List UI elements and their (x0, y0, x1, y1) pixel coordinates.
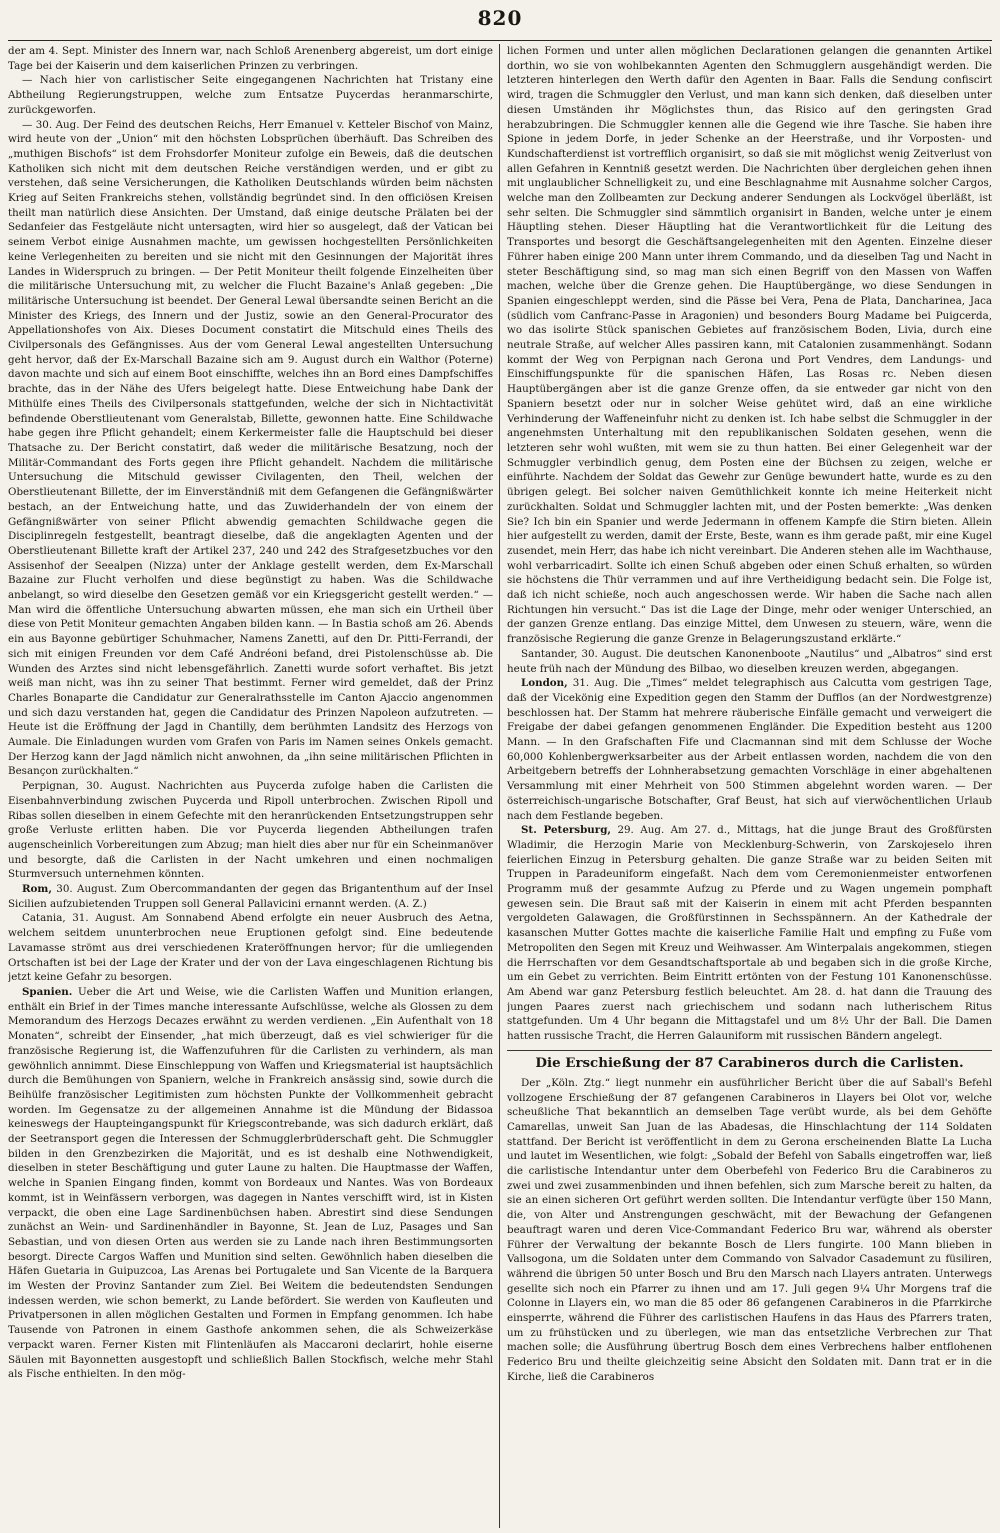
article-paragraph-rom: Rom, 30. August. Zum Obercommandanten der gegen das Brigantenthum auf der Insel Sicilien aufzubietenden Truppen soll General Pallavicini ernannt werden. (A. Z.) (8, 883, 493, 910)
right-column (507, 44, 992, 1528)
dateline-lead: London, (521, 677, 568, 690)
article-paragraph: lichen Formen und unter allen möglichen Declarationen gelangen die genannten Artikel dorthin, wo sie von wohlbekannten Agenten den Schmugglern ausgehändigt werden. Die letzteren hinterlegen den Werth dafür den Agenten in Baar. Falls die Sendung confiscirt wird, tragen die Schmuggler den Verlust, und man kann sich denken, daß dieselben unter diesen Umständen ihr Möglichstes thun, das Risico auf den geringsten Grad herabzubringen. Die Schmuggler kennen alle die Gegend wie ihre Tasche. Sie haben ihre Spione in jedem Dorfe, in jeder Schenke an der Heerstraße, und ihr Vorposten- und Kundschafterdienst ist vortrefflich organisirt, so daß sie mit möglichst wenig Zeitverlust von allen Gefahren in Kenntniß gesetzt werden. Die Nachrichten über dergleichen gehen ihnen mit unglaublicher Schnelligkeit zu, und eine Beschlagnahme mit Ausnahme solcher Cargos, welche man den Zollbeamten zur Deckung anderer Sendungen als Lockvögel überläßt, ist sehr selten. Die Schmuggler sind sämmtlich organisirt in Banden, welche unter je einem Häuptling stehen. Dieser Häuptling hat die Verantwortlichkeit für die Leitung des Transportes und besorgt die Geschäftsangelegenheiten mit den Agenten. Einzelne dieser Führer haben einige 200 Mann unter ihrem Commando, und da dieselben Tag und Nacht in steter Beschäftigung sind, so mag man sich einen Begriff von den Massen von Waffen machen, welche über die Grenze gehen. Die Hauptübergänge, wo diese Sendungen in Spanien eingeschleppt werden, sind die Pässe bei Vera, Pena de Plata, Dancharinea, Jaca (südlich vom Canfranc-Passe in Aragonien) und besonders Bourg Madame bei Puigcerda, wo das isolirte Stück spanischen Gebietes auf französischem Boden, Livia, durch eine neutrale Straße, auf welcher Alles passiren kann, mit Catalonien zusammenhängt. Sodann kommt der Weg von Perpignan nach Gerona und Port Vendres, dem Landungs- und Einschiffungspunkte für die spanischen Häfen, Las Rosas rc. Neben diesen Hauptübergängen aber ist die ganze Grenze offen, da sie entweder gar nicht von den Spaniern besetzt oder nur in solcher Weise gehütet wird, daß an eine wirkliche Verhinderung der Waffeneinfuhr nicht zu denken ist. Ich habe selbst die Schmuggler in der angenehmsten Unterhaltung mit den republikanischen Soldaten gesehen, wenn die letzteren sehr wohl wußten, mit wem sie zu thun hatten. Bei einer Gelegenheit war der Schmuggler verbindlich genug, dem Posten eine der Büchsen zu zeigen, welche er einführte. Nachdem der Soldat das Gewehr zur Genüge bewundert hatte, wurde es zu den übrigen gelegt. Bei solcher naiven Gemüthlichkeit konnte ich meine Heiterkeit nicht zurückhalten. Soldat und Schmuggler lachten mit, und der Posten bemerkte: „Was denken Sie? Ich bin ein Spanier und werde Jedermann in offenem Kampfe die Stirn bieten. Allein hier aufgestellt zu werden, damit der Erste, Beste, wann es ihm gerade paßt, mir eine Kugel zusendet, mein Herr, das habe ich nicht vereinbart. Die Anderen stehen alle im Wachthause, wohl verbarricadirt. Sollte ich einen Schuß abgeben oder einen Schuß erhalten, so würden sie höchstens die Thür verrammen und auf ihre Vertheidigung bedacht sein. Die Folge ist, daß ich nicht schieße, noch auch angeschossen werde. Wir haben die Sache nach allen Richtungen hin versucht.“ Das ist die Lage der Dinge, mehr oder weniger Unterschied, an der ganzen Grenze entlang. Das einzige Mittel, dem Unwesen zu steuern, wäre, wenn die französische Regierung die ganze Grenze in Belagerungszustand erklärte.“ (507, 45, 992, 646)
dateline-lead: St. Petersburg, (521, 824, 611, 837)
article-paragraph-london: London, 31. Aug. Die „Times“ meldet telegraphisch aus Calcutta vom gestrigen Tage, daß der Vicekönig eine Expedition gegen den Stamm der Dufflos (an der Nordwestgrenze) beschlossen hat. Der Stamm hat mehrere räuberische Einfälle gemacht und verweigert die Freigabe der dabei gefangen genommenen Engländer. Die Expedition besteht aus 1200 Mann. — In den Grafschaften Fife und Clacmannan sind mit dem Schlusse der Woche 60,000 Kohlenbergwerksarbeiter aus der Arbeit entlassen worden, nachdem die von den Arbeitgebern betreffs der Lohnherabsetzung gemachten Vorschläge in einer abgehaltenen Versammlung mit einer Mehrheit von 500 Stimmen abgelehnt worden waren. — Der österreichisch-ungarische Botschafter, Graf Beust, hat sich auf vierwöchentlichen Urlaub nach dem Festlande begeben. (507, 677, 992, 822)
article-paragraph-catania: Catania, 31. August. Am Sonnabend Abend erfolgte ein neuer Ausbruch des Aetna, welchem seitdem ununterbrochen neue Eruptionen gefolgt sind. Eine bedeutende Lavamasse strömt aus drei verschiedenen Krateröffnungen hervor; für die umliegenden Ortschaften ist bei der Lage der Krater und der von der Lava eingeschlagenen Richtung bis jetzt keine Gefahr zu besorgen. (8, 912, 493, 984)
header-rule (8, 40, 992, 41)
article-paragraph-spanien: Spanien. Ueber die Art und Weise, wie die Carlisten Waffen und Munition erlangen, enthält ein Brief in der Times manche interessante Aufschlüsse, welche als Glossen zu dem Memorandum des Herzogs Decazes erwähnt zu werden verdienen. „Ein Aufenthalt von 18 Monaten“, schreibt der Einsender, „hat mich überzeugt, daß es viel schwieriger für die französische Regierung ist, die Waffenzufuhren für die Carlisten zu verhindern, als man gewöhnlich annimmt. Diese Einschleppung von Waffen und Kriegsmaterial ist hauptsächlich durch die Bemühungen von Spaniern, welche in Frankreich ansässig sind, sowie durch die Beihülfe französischer Legitimisten zum höchsten Punkte der Vollkommenheit gebracht worden. Im Gegensatze zu der allgemeinen Annahme ist die Mündung der Bidassoa keineswegs der Haupteingangspunkt für Kriegscontrebande, was sich dadurch erklärt, daß der Seetransport gegen die Interessen der Schmugglerbrüderschaft geht. Die Schmuggler bilden in den Grenzbezirken die Majorität, und es ist deshalb eine Nothwendigkeit, dieselben in steter Beschäftigung und guter Laune zu halten. Die Hauptmasse der Waffen, welche in Spanien Eingang finden, kommt von Bordeaux und Nantes. Was von Bordeaux kommt, ist in Weinfässern verborgen, was dagegen in Nantes verschifft wird, ist in Kisten verpackt, die oben eine Lage Sardinenbüchsen haben. Abrestirt sind diese Sendungen zunächst an Wein- und Sardinenhändler in Bayonne, St. Jean de Luz, Pasages und San Sebastian, und von diesen Orten aus werden sie zu Lande nach ihren Bestimmungsorten besorgt. Directe Cargos Waffen und Munition sind selten. Gewöhnlich haben dieselben die Häfen Guetaria in Guipuzcoa, Las Arenas bei Portugalete und San Vicente de la Barquera im Westen der Provinz Santander zum Ziel. Bei Weitem die bedeutendsten Sendungen indessen werden, wie schon bemerkt, zu Lande befördert. Sie werden von Kaufleuten und Privatpersonen in allen möglichen Gestalten und Formen in Empfang genommen. Ich habe Tausende von Patronen in einem Gasthofe ankommen sehen, die als Schweizerkäse verpackt waren. Ferner Kisten mit Flintenläufen als Maccaroni declarirt, hohle eiserne Säulen mit Bayonnetten ausgestopft und schließlich Ballen Stockfisch, welche mehr Stahl als Fische enthielten. In den mög- (8, 986, 493, 1381)
article-paragraph: der am 4. Sept. Minister des Innern war, nach Schloß Arenenberg abgereist, um dort einige Tage bei der Kaiserin und dem kaiserlichen Prinzen zu verbringen. (8, 45, 493, 72)
left-column (8, 44, 493, 1528)
page-number: 820 (477, 6, 523, 30)
article-paragraph-santander: Santander, 30. August. Die deutschen Kanonenboote „Nautilus“ und „Albatros“ sind erst heute früh nach der Mündung des Bilbao, wo dieselben kreuzen werden, abgegangen. (507, 647, 992, 675)
column-divider (499, 44, 500, 1528)
section-heading: Die Erschießung der 87 Carabineros durch die Carlisten. (507, 1050, 992, 1072)
dateline-lead: Spanien. (22, 986, 73, 998)
article-paragraph-carabineros: Der „Köln. Ztg.“ liegt nunmehr ein ausführlicher Bericht über die auf Saball's Befehl vollzogene Erschießung der 87 gefangenen Carabineros in Llayers bei Olot vor, welche scheußliche That bekanntlich an demselben Tage verübt wurde, als bei dem Gehöfte Camarellas, unweit San Juan de las Abadesas, die Hinschlachtung der 114 Soldaten stattfand. Der Bericht ist veröffentlicht in dem zu Gerona erscheinenden Blatte La Lucha und lautet im Wesentlichen, wie folgt: „Sobald der Befehl von Saballs eingetroffen war, ließ die carlistische Intendantur unter dem Oberbefehl von Federico Bru die Carabineros zu zwei und zwei zusammenbinden und ihnen befehlen, sich zum Marsche bereit zu halten, da sie an einen sicheren Ort geführt werden sollten. Die Intendantur verfügte über 150 Mann, die, von Alter und Anstrengungen geschwächt, mit der Bewachung der Gefangenen beauftragt waren und deren Vice-Commandant Federico Bru war, während als oberster Führer der Verwaltung der bekannte Bosch de Llers fungirte. 100 Mann blieben in Vallsogona, um die Soldaten unter dem Commando von Salvador Casademunt zu füsiliren, während die übrigen 50 unter Bosch und Bru den Marsch nach Llayers antraten. Unterwegs gesellte sich noch ein Pfarrer zu ihnen und am 17. Juli gegen 9¼ Uhr Morgens traf die Colonne in Llayers ein, wo man die 85 oder 86 gefangenen Carabineros in die Pfarrkirche einsperrte, während die Führer des carlistischen Haufens in das Haus des Pfarrers traten, um zu frühstücken und zu überlegen, wie man das entsetzliche Verbrechen zur That machen solle; die Ausführung übertrug Bosch dem eines Verbrechens halber entflohenen Federico Bru und theilte gleichzeitig seine Absicht den Soldaten mit. Dann trat er in die Kirche, ließ die Carabineros (507, 1076, 992, 1383)
article-paragraph: — 30. Aug. Der Feind des deutschen Reichs, Herr Emanuel v. Ketteler Bischof von Mainz, wird heute von der „Union“ mit den höchsten Lobsprüchen überhäuft. Das Schreiben des „muthigen Bischofs“ ist dem Frohsdorfer Moniteur zufolge ein Beweis, daß die deutschen Katholiken sich nicht mit dem deutschen Reiche verständigen werden, und er gibt zu verstehen, daß seine Versicherungen, die Katholiken Deutschlands würden beim nächsten Krieg auf Seiten Frankreichs stehen, vollständig begründet sind. In den officiösen Kreisen theilt man natürlich diese Ansichten. Der Umstand, daß einige deutsche Prälaten bei der Sedanfeier das Festgeläute nicht untersagten, wird hier so ausgelegt, daß der Vatican bei seinem Verbot einige Ausnahmen machte, um gewissen hochgestellten Persönlichkeiten keine Verlegenheiten zu bereiten und sie nicht mit den Gesinnungen der Majorität ihres Landes in Widerspruch zu bringen. — Der Petit Moniteur theilt folgende Einzelheiten über die militärische Untersuchung mit, zu welcher die Flucht Bazaine's Anlaß gegeben: „Die militärische Untersuchung ist beendet. Der General Lewal übersandte seinen Bericht an die Minister des Kriegs, des Innern und der Justiz, sowie an den General-Procurator des Appellationshofes von Aix. Dieses Document constatirt die Mitschuld eines Theils des Civilpersonals des Gefängnisses. Aus der vom General Lewal angestellten Untersuchung geht hervor, daß der Ex-Marschall Bazaine sich am 9. August durch ein Walthor (Poterne) davon machte und sich auf einem Boot einschiffte, welches ihn an Bord eines Dampfschiffes brachte, das in der Nähe des Ufers beigelegt hatte. Diese Entweichung habe Dank der Mithülfe eines Theils des Civilpersonals stattgefunden, welche der sich in Nichtactivität befindende Oberstlieutenant vom Generalstab, Billette, gewonnen hatte. Eine Schildwache habe gegen ihre Pflicht gehandelt; einem Kerkermeister falle die Hauptschuld bei dieser Thatsache zu. Der Bericht constatirt, daß weder die militärische Besatzung, noch der Militär-Commandant des Forts gegen ihre Pflicht gehandelt. Nachdem die militärische Untersuchung die Mitschuld gewisser Civilagenten, den Theil, welchen der Oberstlieutenant Billette, der im Einverständniß mit dem Gefangenen die Gefängnißwärter bestach, an der Entweichung hatte, und das Zuwiderhandeln der von einem der Gefängnißwärter von seiner Pflicht abwendig gemachten Schildwache gegen die Disciplinregeln festgestellt, beantragt dieselbe, daß die angeklagten Agenten und der Oberstlieutenant Billette kraft der Artikel 237, 240 und 242 des Strafgesetzbuches vor den Assisenhof der Seealpen (Nizza) unter der Anklage gestellt werden, dem Ex-Marschall Bazaine zur Flucht verholfen und diese begünstigt zu haben. Was die Schildwache anbelangt, so wird dieselbe den Gesetzen gemäß vor ein Kriegsgericht gestellt werden.“ — Man wird die öffentliche Untersuchung abwarten müssen, ehe man sich ein Urtheil über diese von Petit Moniteur gemachten Angaben bilden kann. — In Bastia schoß am 26. Abends ein aus Bayonne gebürtiger Schuhmacher, Namens Zanetti, auf den Dr. Pitti-Ferrandi, der sich mit einigen Freunden vor dem Café Andréoni befand, drei Pistolenschüsse ab. Die Wunden des Arztes sind nicht lebensgefährlich. Zanetti wurde sofort verhaftet. Bis jetzt weiß man nicht, was ihn zu seiner That bestimmt. Ferner wird gemeldet, daß der Prinz Charles Bonaparte die Candidatur zur Generalrathsstelle im Canton Ajaccio angenommen und sich dazu verstanden hat, gegen die Candidatur des Prinzen Napoleon aufzutreten. — Heute ist die Eröffnung der Jagd in Chantilly, dem berühmten Landsitz des Herzogs von Aumale. Die Einladungen wurden vom Grafen von Paris im Namen seines Onkels gemacht. Der Herzog kann der Jagd nämlich nicht anwohnen, da „ihn seine militärischen Pflichten in Besançon zurückhalten.“ (8, 118, 493, 778)
article-paragraph: — Nach hier von carlistischer Seite eingegangenen Nachrichten hat Tristany eine Abtheilung Regierungstruppen, welche zum Entsatze Puycerdas heranmarschirte, zurückgeworfen. (8, 74, 493, 116)
dateline-lead: Rom, (22, 883, 52, 896)
article-paragraph: Perpignan, 30. August. Nachrichten aus Puycerda zufolge haben die Carlisten die Eisenbahnverbindung zwischen Puycerda und Ripoll unterbrochen. Zwischen Ripoll und Ribas sollen dieselben in einem Gefechte mit den heranrückenden Entsetzungstruppen sehr große Verluste erlitten haben. Die vor Puycerda liegenden Abtheilungen trafen augenscheinlich Vorbereitungen zum Abzug; man hielt dies aber nur für ein Scheinmanöver und besorgte, daß die Carlisten in der Nacht umkehren und einen nochmaligen Sturmversuch unternehmen könnten. (8, 780, 493, 881)
article-paragraph-petersburg: St. Petersburg, 29. Aug. Am 27. d., Mittags, hat die junge Braut des Großfürsten Wladimir, die Herzogin Marie von Mecklenburg-Schwerin, von Zarskojeselo ihren feierlichen Einzug in Petersburg gehalten. Die ganze Straße war zu beiden Seiten mit Truppen in Paradeuniform eingefaßt. Nach dem vom Ceremonienmeister entworfenen Programm muß der gesammte Aufzug zu Pferde und zu Wagen ungemein pomphaft gewesen sein. Die Braut saß mit der Kaiserin in einem mit acht Pferden bespannten vergoldeten Galawagen, die Großfürstinnen in Sechsspännern. An der Kathedrale der kasanschen Mutter Gottes machte die kaiserliche Familie Halt und empfing zu Fuße vom Metropoliten den Segen mit Kreuz und Weihwasser. Am Winterpalais angekommen, stiegen die Herrschaften vor dem Gesandtschaftsportale ab und begaben sich in die große Kirche, um ein Gebet zu verrichten. Beim Eintritt ertönten von der Festung 101 Kanonenschüsse. Am Abend war ganz Petersburg festlich beleuchtet. Am 28. d. hat dann die Trauung des jungen Paares zuerst nach griechischem und sodann nach lutherischem Ritus stattgefunden. Um 4 Uhr begann die Mittagstafel und um 8½ Uhr der Ball. Die Damen hatten russische Tracht, die Herren Galauniform mit russischen Bändern angelegt. (507, 824, 992, 1043)
